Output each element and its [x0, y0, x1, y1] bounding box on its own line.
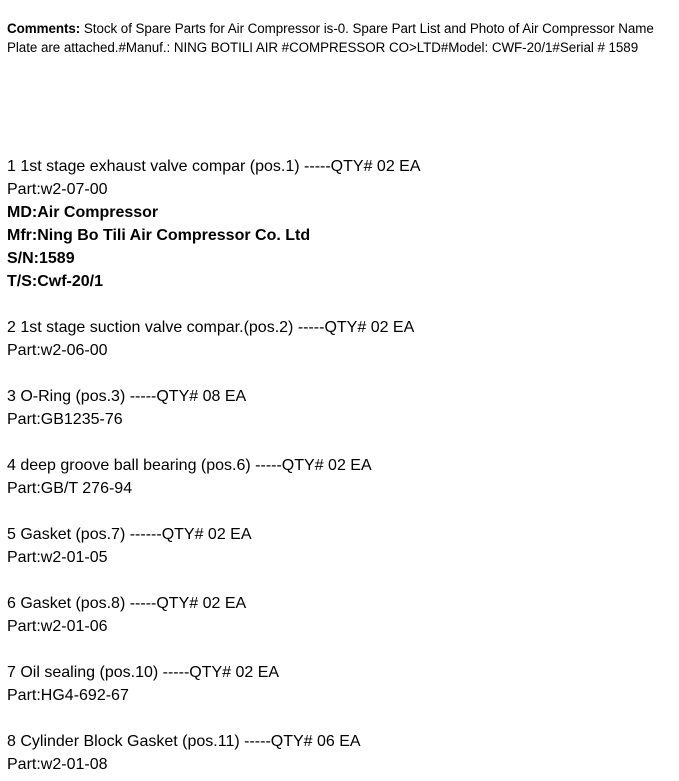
item-part-number: Part:GB1235-76	[7, 411, 123, 428]
item-title: 2 1st stage suction valve compar.(pos.2) -----QTY# 02 EA	[7, 319, 415, 336]
item-title: 8 Cylinder Block Gasket (pos.11) -----QTY# 06 EA	[7, 733, 361, 750]
spare-part-item-3	[7, 385, 672, 431]
item-part-number: Part:GB/T 276-94	[7, 480, 133, 497]
item-title: 4 deep groove ball bearing (pos.6) -----QTY# 02 EA	[7, 457, 372, 474]
item-serial-number: S/N:1589	[7, 250, 75, 267]
item-title: 6 Gasket (pos.8) -----QTY# 02 EA	[7, 595, 247, 612]
item-title: 1 1st stage exhaust valve compar (pos.1) -----QTY# 02 EA	[7, 158, 421, 175]
comments-text: Stock of Spare Parts for Air Compressor is-0. Spare Part List and Photo of Air Compressor Name Plate are attached.#Manuf.: NING BOTILI AIR #COMPRESSOR CO>LTD#Model: CWF-20/1#Serial # 1589	[7, 21, 654, 55]
comments-paragraph	[7, 19, 671, 57]
spare-part-item-5	[7, 523, 672, 569]
item-md: MD:Air Compressor	[7, 204, 159, 221]
spare-part-item-6	[7, 592, 672, 638]
item-manufacturer: Mfr:Ning Bo Tili Air Compressor Co. Ltd	[7, 227, 311, 244]
item-title: 5 Gasket (pos.7) ------QTY# 02 EA	[7, 526, 252, 543]
spare-part-item-4	[7, 454, 672, 500]
item-part-number: Part:w2-07-00	[7, 181, 108, 198]
item-part-number: Part:HG4-692-67	[7, 687, 129, 704]
item-part-number: Part:w2-06-00	[7, 342, 108, 359]
item-part-number: Part:w2-01-06	[7, 618, 108, 635]
item-title: 7 Oil sealing (pos.10) -----QTY# 02 EA	[7, 664, 280, 681]
spare-part-item-7	[7, 661, 672, 707]
spare-part-item-2	[7, 316, 672, 362]
item-part-number: Part:w2-01-05	[7, 549, 108, 566]
comments-label: Comments:	[7, 21, 81, 36]
spare-part-item-8	[7, 730, 672, 776]
spare-part-item-1	[7, 155, 672, 293]
item-part-number: Part:w2-01-08	[7, 756, 108, 773]
item-type-series: T/S:Cwf-20/1	[7, 273, 104, 290]
item-title: 3 O-Ring (pos.3) -----QTY# 08 EA	[7, 388, 247, 405]
